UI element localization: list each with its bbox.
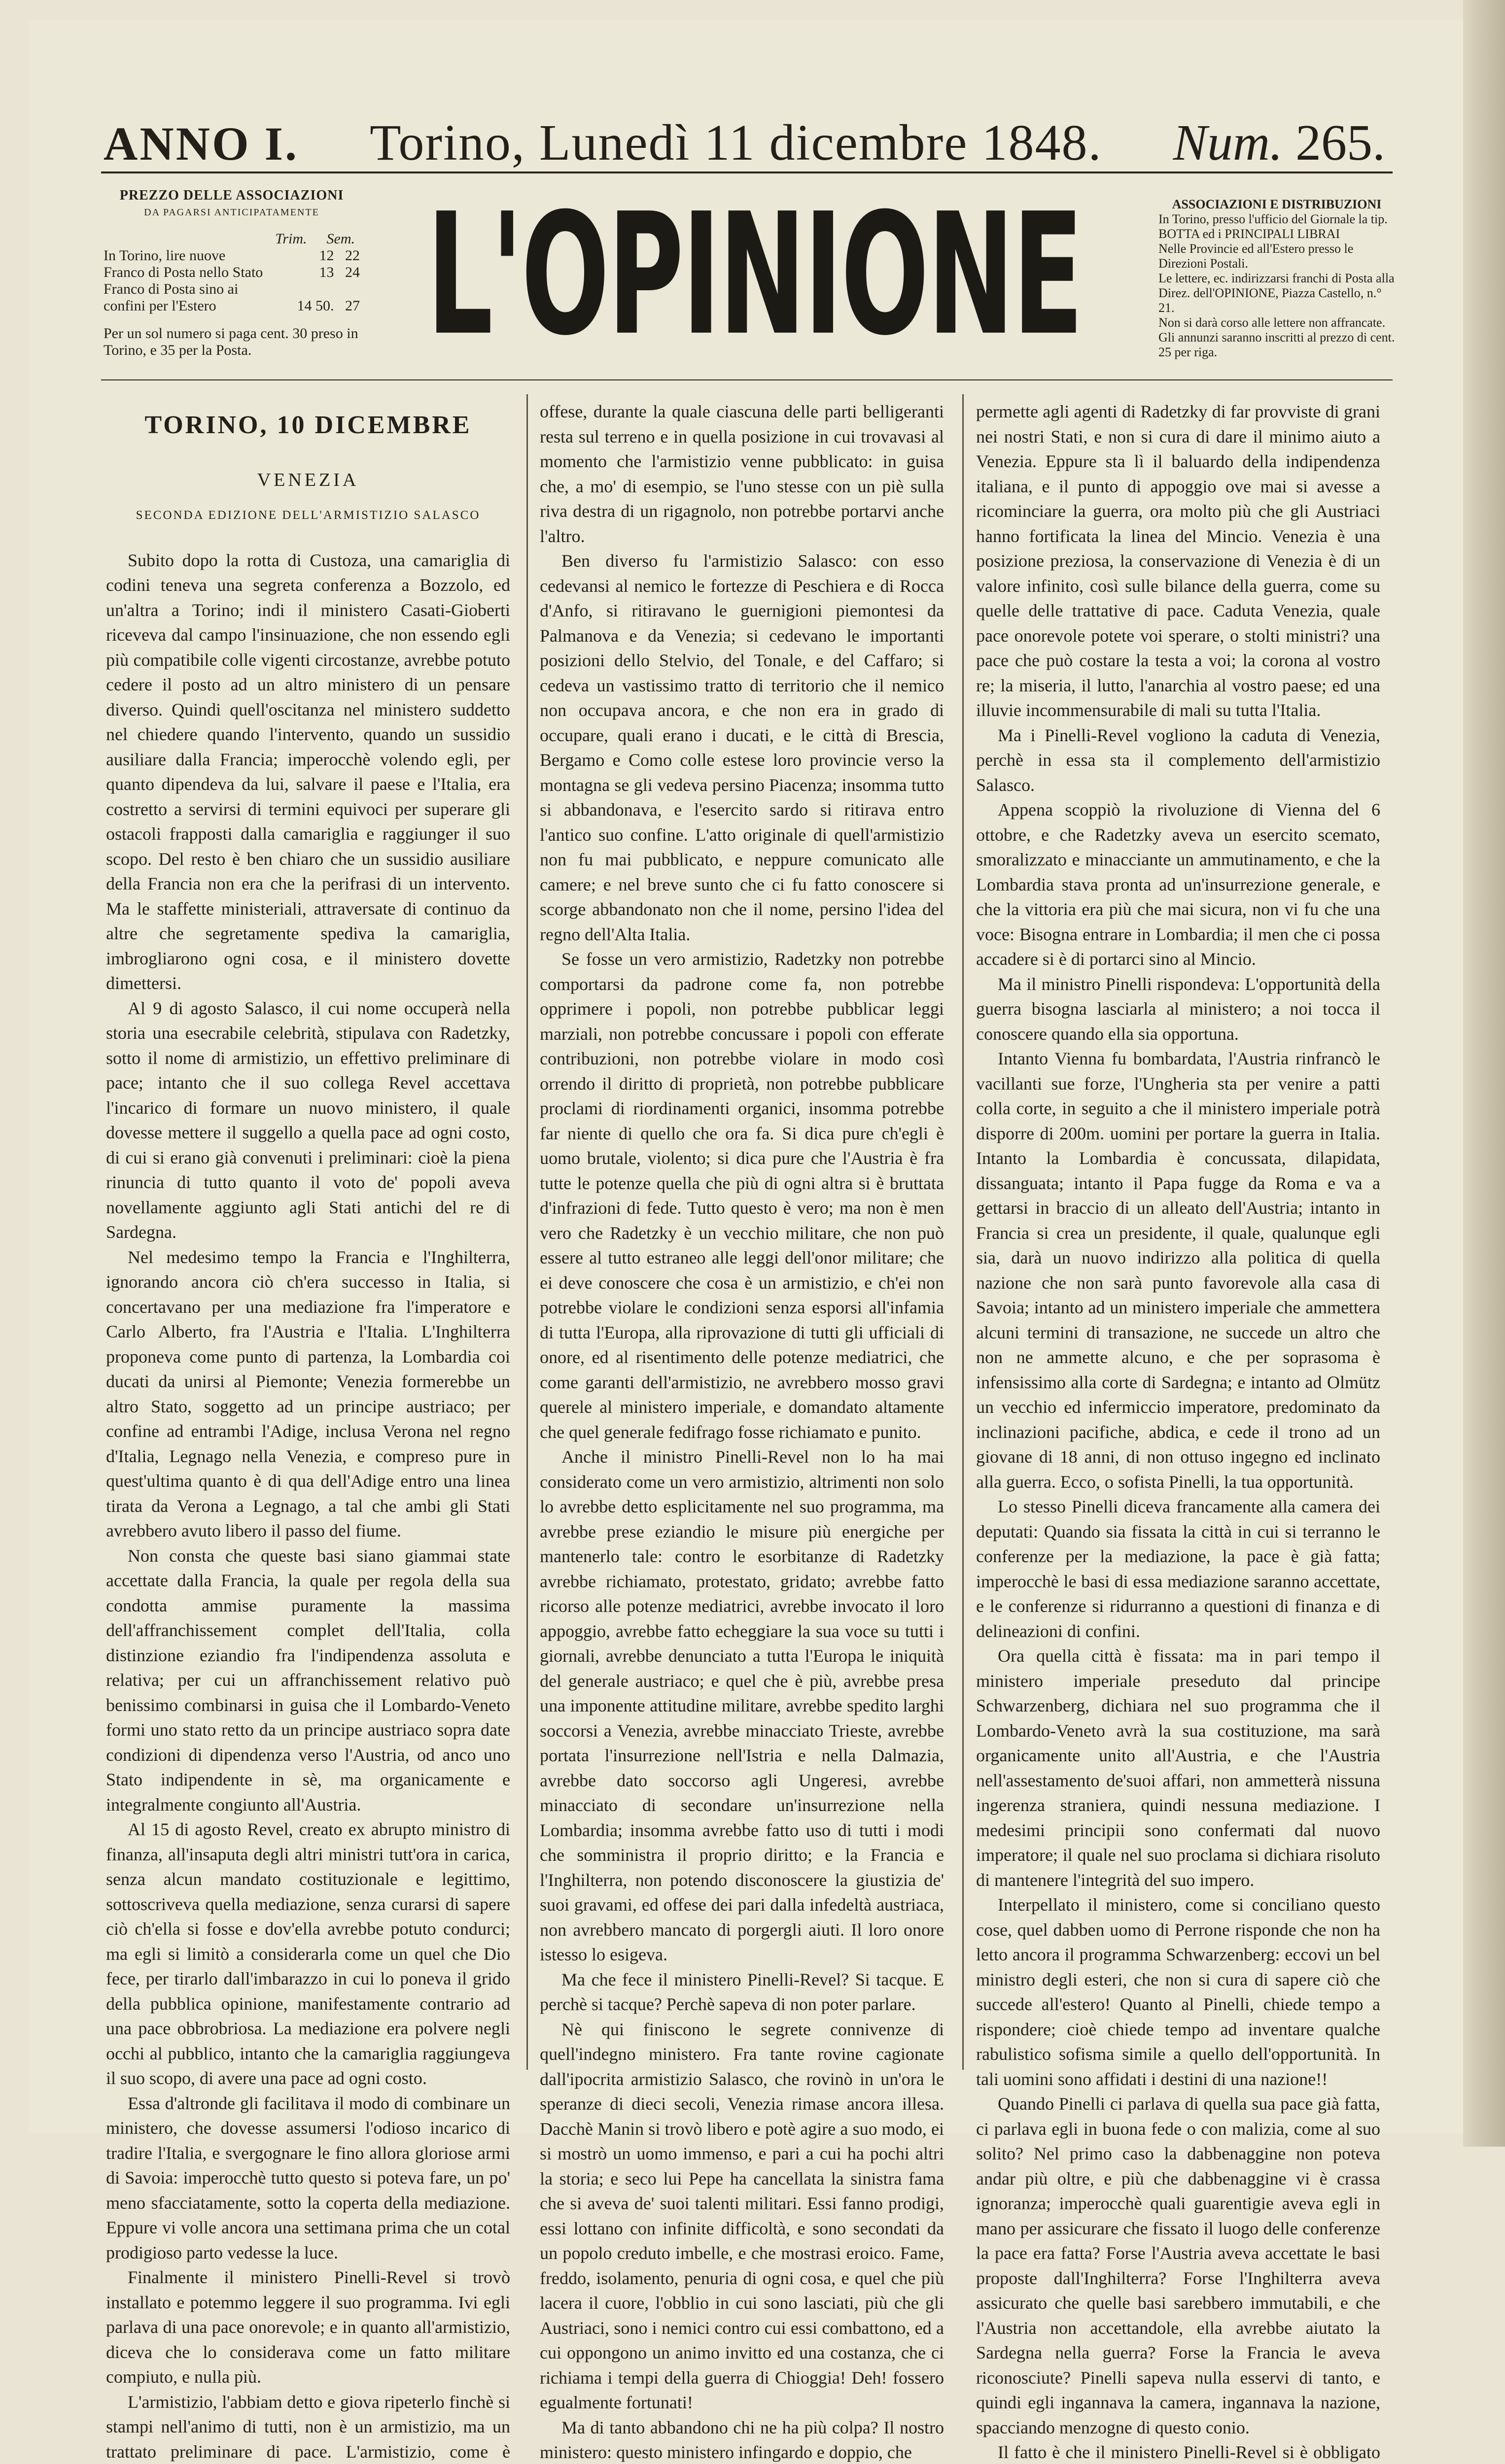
distribution-heading: ASSOCIAZIONI E DISTRIBUZIONI: [1158, 197, 1395, 212]
article-column-1: [106, 399, 510, 2075]
paragraph: Ma che fece il ministero Pinelli-Revel? Si tacque. E perchè si tacque? Perchè sapeva di non poter parlare.: [540, 1967, 944, 2017]
header-bottom-rule: [101, 379, 1393, 380]
col-sem: Sem.: [327, 231, 355, 247]
paragraph: Essa d'altronde gli facilitava il modo di combinare un ministero, che dovesse assumersi l'odioso incarico di tradire l'Italia, e svergognare le fino allora gloriose armi di Savoia: imperocchè tutto questo si poteva fare, un po' meno sfacciatamente, sotto la coperta della mediazione. Eppure vi volle ancora una settimana prima che un cotal prodigioso parto vedesse la luce.: [106, 2091, 510, 2265]
paragraph: L'armistizio, l'abbiam detto e giova ripeterlo finchè si stampi nell'animo di tutti, non è un armistizio, ma un trattato preliminare di pace. L'armistizio, come è: [106, 2390, 510, 2464]
subscription-prices: [104, 187, 360, 359]
paragraph: Anche il ministro Pinelli-Revel non lo ha mai considerato come un vero armistizio, altrimenti non solo lo avrebbe detto esplicitamente nel suo programma, ma avrebbe prese eziandio le misure più energiche per mantenerlo tale: contro le esorbitanze di Radetzky avrebbe richiamato, protestato, gridato; avrebbe fatto ricorso alle potenze mediatrici, avrebbe invocato il loro appoggio, avrebbe fatto echeggiare la sua voce su tutti i giornali, avrebbe denunciato a tutta l'Europa le iniquità del generale austriaco; e quel che è più, avrebbe presa una imponente attitudine militare, avrebbe spedito larghi soccorsi a Venezia, avrebbe minacciato Trieste, avrebbe portata l'insurrezione nell'Istria e nella Dalmazia, avrebbe dato soccorso agli Ungeresi, avrebbe minacciato di secondare un'insurrezione nella Lombardia; insomma avrebbe fatto uso di tutti i modi che somministra il proprio diritto; e la Francia e l'Inghilterra, non potendo disconoscere la giustizia de' suoi gravami, ed offese dei pari dalla infedeltà austriaca, non avrebbero mancato di porgergli aiuti. Il loro onore istesso lo esigeva.: [540, 1444, 944, 1967]
section-title: TORINO, 10 DICEMBRE: [106, 413, 510, 438]
article-subtitle: VENEZIA: [106, 468, 510, 493]
paragraph: Ora quella città è fissata: ma in pari tempo il ministero imperiale preseduto dal principe Schwarzenberg, dichiara nel suo programma che il Lombardo-Veneto avrà la sua costituzione, ma sarà organicamente unito all'Austria, e che l'Austria nell'assestamento de'suoi affari, non ammetterà nissuna ingerenza straniera, quindi nessuna mediazione. I medesimi principii sono confermati dal nuovo imperatore; il quale nel suo proclama si dichiara risoluto di mantenere l'integrità del suo impero.: [976, 1643, 1380, 1892]
price-trim: 14 50.: [297, 298, 334, 314]
article-column-2: [540, 399, 944, 2075]
price-row: [104, 247, 360, 264]
distribution-line: Nelle Provincie ed all'Estero presso le Direzioni Postali.: [1158, 241, 1395, 271]
dateline: Torino, Lunedì 11 dicembre 1848.: [370, 113, 1102, 172]
distribution-line: In Torino, presso l'ufficio del Giornale la tip. BOTTA ed i PRINCIPALI LIBRAI: [1158, 212, 1395, 241]
column-divider: [526, 394, 528, 2070]
paragraph: Il fatto è che il ministero Pinelli-Revel si è obbligato: [976, 2440, 1380, 2464]
col-trim: Trim.: [275, 231, 307, 247]
price-sem: 24: [345, 264, 360, 280]
prices-heading: PREZZO DELLE ASSOCIAZIONI: [104, 187, 360, 204]
price-trim: 13: [319, 264, 334, 280]
paragraph: Nè qui finiscono le segrete connivenze di quell'indegno ministero. Fra tante rovine cagionate dall'ipocrita armistizio Salasco, che rovinò in un'ora le speranze di dieci secoli, Venezia rimase ancora illesa. Dacchè Manin si trovò libero e potè agire a suo modo, ei si mostrò un uomo immenso, e pari a cui ha pochi altri la storia; e seco lui Pepe ha cancellata la sinistra fama che si aveva de' suoi talenti militari. Essi fanno prodigi, essi lottano con infinite difficoltà, e sono secondati da un popolo creduto imbelle, e che mostrasi eroico. Fame, freddo, isolamento, penuria di ogni cosa, e quel che più lacera il cuore, l'obblio in cui sono lasciati, più che gli Austriaci, sono i nemici contro cui essi combattono, ed a cui oppongono un animo invitto ed una costanza, che ci richiama i tempi della guerra di Chioggia! Deh! fossero egualmente fortunati!: [540, 2017, 944, 2415]
masthead: [104, 113, 1385, 172]
price-label: In Torino, lire nuove: [104, 247, 225, 264]
paragraph: Subito dopo la rotta di Custoza, una camariglia di codini teneva una segreta conferenza a Bozzolo, ed un'altra a Torino; indi il ministero Casati-Gioberti riceveva dal campo l'insinuazione, che non essendo egli più compatibile colle vigenti circostanze, avrebbe potuto cedere il posto ad un altro ministero di un pensare diverso. Quindi quell'oscitanza nel ministero suddetto nel chiedere quando l'intervento, quando un sussidio ausiliare dalla Francia; imperocchè volendo egli, per quanto dipendeva da lui, salvare il paese e l'Italia, era costretto a servirsi di termini equivoci per superare gli ostacoli frapposti dalla camariglia e raggiunger il suo scopo. Del resto è ben chiaro che un sussidio ausiliare della Francia non era che la perifrasi di un intervento. Ma le staffette ministeriali, attraversate di continuo da altre che segretamente spediva la camariglia, imbrogliarono ogni cosa, e il ministero dovette dimettersi.: [106, 548, 510, 996]
paragraph: Ben diverso fu l'armistizio Salasco: con esso cedevansi al nemico le fortezze di Peschiera e di Rocca d'Anfo, si ritiravano le guernigioni piemontesi da Palmanova e da Venezia; si cedevano le importanti posizioni dello Stelvio, del Tonale, e del Caffaro; si cedeva un vastissimo tratto di territorio che il nemico non occupava ancora, e che non era in grado di occupare, quali erano i ducati, e le città di Brescia, Bergamo e Como colle estese loro provincie verso la montagna se gli vedeva persino Piacenza; insomma tutto si abbandonava, e l'esercito sardo si ritirava entro l'antico suo confine. L'atto originale di quell'armistizio non fu mai pubblicato, e neppure comunicato alle camere; e nel breve sunto che ci fu fatto conoscere si scorge abbandonato non che il nome, persino l'idea del regno dell'Alta Italia.: [540, 548, 944, 947]
distribution-line: Le lettere, ec. indirizzarsi franchi di Posta alla Direz. dell'OPINIONE, Piazza Castello, n.° 21.: [1158, 271, 1395, 315]
paragraph: Ma il ministro Pinelli rispondeva: L'opportunità della guerra bisogna lasciarla al ministero; a noi tocca il conoscere quando ella sia opportuna.: [976, 972, 1380, 1047]
paragraph: Nel medesimo tempo la Francia e l'Inghilterra, ignorando ancora ciò ch'era successo in Italia, si concertavano per una mediazione fra l'imperatore e Carlo Alberto, fra l'Austria e l'Italia. L'Inghilterra proponeva come punto di partenza, la Lombardia coi ducati da unirsi al Piemonte; Venezia formerebbe un altro Stato, soggetto ad un principe austriaco; per confine ad entrambi l'Adige, inclusa Verona nel regno d'Italia, Legnago nella Venezia, e compreso pure in quest'ultima quanto è di qua dell'Adige entro una linea tirata da Verona a Legnago, a tal che ambi gli Stati avrebbero avuto libero il passo del fiume.: [106, 1245, 510, 1543]
paragraph: Intanto Vienna fu bombardata, l'Austria rinfrancò le vacillanti sue forze, l'Ungheria sta per venire a patti colla corte, in seguito a che il ministero imperiale potrà disporre di 200m. uomini per portare la guerra in Italia. Intanto la Lombardia è concussata, dilapidata, dissanguata; intanto il Papa fugge da Roma e va a gettarsi in braccio di un alleato dell'Austria; intanto in Francia si crea un presidente, il quale, qualunque egli sia, darà un nuovo indirizzo alla politica di quella nazione che non sarà punto favorevole alla casa di Savoia; intanto ad un ministero imperiale che ammettera alcuni termini di transazione, ne succede un altro che non ne ammette alcuno, e che per soprasoma è infensissimo alla corte di Sardegna; e intanto ad Olmütz un vecchio ed infermiccio imperatore, predominato da inclinazioni pacifiche, abdica, e cede il trono ad un giovane di 18 anni, di non ottuso ingegno ed inclinato alla guerra. Ecco, o sofista Pinelli, la tua opportunità.: [976, 1046, 1380, 1494]
column-divider: [962, 394, 964, 2070]
paragraph: permette agli agenti di Radetzky di far provviste di grani nei nostri Stati, e non si cura di dare il minimo aiuto a Venezia. Eppure sta lì il baluardo della indipendenza italiana, e il punto di appoggio ove mai si avesse a ricominciare la guerra, ora molto più che gli Austriaci hanno fortificata la linea del Mincio. Venezia è una posizione preziosa, la conservazione di Venezia è di un valore infinito, così sulle bilance della guerra, come su quelle delle trattative di pace. Caduta Venezia, quale pace onorevole potete voi sperare, o stolti ministri? una pace che può costare la testa a voi; la corona al vostro re; la miseria, il lutto, l'anarchia al vostro paese; ed una illuvie incommensurabile di mali su tutta l'Italia.: [976, 399, 1380, 723]
masthead-rule: [101, 171, 1393, 173]
price-sem: 22: [345, 247, 360, 264]
paragraph: Non consta che queste basi siano giammai state accettate dalla Francia, la quale per regola della sua condotta ammise puramente la massima dell'affranchissement complet dell'Italia, colla distinzione eziandio fra l'indipendenza assoluta e relativa; per cui un affranchissement relativo può benissimo combinarsi in guisa che il Lombardo-Veneto formi uno stato retto da un principe austriaco sopra date condizioni di dipendenza verso l'Austria, od anco uno Stato indipendente in sè, ma organicamente e integralmente congiunto all'Austria.: [106, 1543, 510, 1817]
paragraph: Appena scoppiò la rivoluzione di Vienna del 6 ottobre, e che Radetzky aveva un esercito scemato, smoralizzato e minacciante un ammutinamento, e che la Lombardia stava pronta ad un'insurrezione generale, e che la vittoria era più che mai sicura, non vi fu che una voce: Bisogna entrare in Lombardia; il men che ci possa accadere si è di portarci sino al Mincio.: [976, 797, 1380, 972]
price-label: Franco di Posta sino ai confini per l'Estero: [104, 281, 251, 314]
price-sem: 27: [345, 298, 360, 314]
paragraph: Quando Pinelli ci parlava di quella sua pace già fatta, ci parlava egli in buona fede o con malizia, come al suo solito? Nel primo caso la dabbenaggine non poteva andar più oltre, e più che dabbenaggine vi è crassa ignoranza; imperocchè quali guarentigie aveva egli in mano per assicurare che fissato il luogo delle conferenze la pace era fatta? Forse l'Austria aveva accettate le basi proposte dall'Inghilterra? Forse l'Inghilterra aveva assicurato che quelle basi sarebbero immutabili, e che l'Austria non accettandole, ella avrebbe aiutato la Sardegna nella guerra? Forse la Francia le aveva riconosciute? Pinelli sapeva nulla esservi di tanto, e quindi egli ingannava la camera, ingannava la nazione, spacciando menzogne di questo conio.: [976, 2091, 1380, 2440]
paragraph: Finalmente il ministero Pinelli-Revel si trovò installato e potemmo leggere il suo programma. Ivi egli parlava di una pace onorevole; e in quanto all'armistizio, diceva che lo considerava come un fatto militare compiuto, e nulla più.: [106, 2265, 510, 2390]
distribution-line: Gli annunzi saranno inscritti al prezzo di cent. 25 per riga.: [1158, 330, 1395, 360]
paragraph: Al 15 di agosto Revel, creato ex abrupto ministro di finanza, all'insaputa degli altri ministri tutt'ora in carica, senza alcun mandato costituzionale e legittimo, sottoscriveva quella mediazione, senza curarsi di sapere ciò ch'ella si fosse e dov'ella avrebbe potuto condurci; ma egli si limitò a considerarla come un quel che Dio fece, per tirarlo dall'imbarazzo in cui lo poneva il grido della pubblica opinione, manifestamente contrario ad una pace obbrobriosa. La mediazione era polvere negli occhi al pubblico, intanto che la camariglia raggiungeva il suo scopo, di avere una pace ad ogni costo.: [106, 1817, 510, 2091]
paragraph: Lo stesso Pinelli diceva francamente alla camera dei deputati: Quando sia fissata la città in cui si terranno le conferenze per la mediazione, la pace è già fatta; imperocchè le basi di essa mediazione saranno accettate, e le conferenze si ridurranno a questioni di finanza e di delineazioni di confini.: [976, 1494, 1380, 1643]
article-subsubtitle: SECONDA EDIZIONE DELL'ARMISTIZIO SALASCO: [106, 503, 510, 528]
paragraph: Interpellato il ministero, come si conciliano questo cose, quel dabben uomo di Perrone risponde che non ha letto ancora il programma Schwarzenberg: eccovi un bel ministro degli esteri, che non si cura di sapere ciò che succede all'estero! Quanto al Pinelli, chiede tempo a rispondere; cioè chiede tempo ad inventare qualche rabulistico sofisma simile a quello dell'opportunità. In tali uomini sono affidati i destini di una nazione!!: [976, 1892, 1380, 2091]
paragraph: Se fosse un vero armistizio, Radetzky non potrebbe comportarsi da padrone come fa, non potrebbe opprimere i popoli, non potrebbe pubblicar leggi marziali, non potrebbe concussare i popoli con efferate contribuzioni, non potrebbe violare in modo così orrendo il diritto di proprietà, non potrebbe pubblicare proclami di riordinamenti organici, insomma potrebbe far niente di quello che ora fa. Si dica pure ch'egli è uomo brutale, violento; si dica pure che l'Austria è fra tutte le potenze quella che più di ogni altra si è bruttata d'infrazioni di fede. Tutto questo è vero; ma non è men vero che Radetzky è un vecchio militare, che non può essere al tutto estraneo alle leggi dell'onor militare; che ei deve conoscere che cosa è un armistizio, e ch'ei non potrebbe violare le condizioni senza esporsi all'infamia di tutta l'Europa, alla riprovazione di tutti gli ufficiali di onore, ed al risentimento delle potenze mediatrici, che come garanti dell'armistizio, ne avrebbero mosso gravi querele al ministero imperiale, e domandato altamente che quel generale fedifrago fosse richiamato e punito.: [540, 947, 944, 1444]
price-trim: 12: [319, 247, 334, 264]
prices-subheading: DA PAGARSI ANTICIPATAMENTE: [104, 204, 360, 221]
paragraph: Ma di tanto abbandono chi ne ha più colpa? Il nostro ministero: questo ministero infingardo e doppio, che: [540, 2415, 944, 2464]
price-row: [104, 281, 360, 314]
distribution-info: [1158, 197, 1395, 360]
paragraph: Ma i Pinelli-Revel vogliono la caduta di Venezia, perchè in essa sta il complemento dell'armistizio Salasco.: [976, 723, 1380, 798]
newspaper-title: L'OPINIONE: [513, 181, 996, 369]
price-row: [104, 264, 360, 281]
distribution-line: Non si darà corso alle lettere non affrancate.: [1158, 315, 1395, 330]
issue-number: [1173, 113, 1385, 172]
paragraph: Al 9 di agosto Salasco, il cui nome occuperà nella storia una esecrabile celebrità, stipulava con Radetzky, sotto il nome di armistizio, un effettivo preliminare di pace; intanto che il suo collega Revel accettava l'incarico di formare un nuovo ministero, il quale dovesse mettere il suggello a quella pace ad ogni costo, di cui si erano già convenuti i preliminari: cioè la piena rinuncia di tutto quanto il voto de' popoli aveva novellamente aggiunto agli Stati antichi del re di Sardegna.: [106, 996, 510, 1245]
issue-number-value: 265.: [1295, 114, 1385, 171]
single-copy-note: Per un sol numero si paga cent. 30 preso in Torino, e 35 per la Posta.: [104, 325, 360, 359]
paragraph: offese, durante la quale ciascuna delle parti belligeranti resta sul terreno e in quella posizione in cui trovavasi al momento che l'armistizio venne pubblicato: in guisa che, a mo' di esempio, se l'uno stesse con un piè sulla riva destra di un rigagnolo, non potrebbe portarvi anche l'altro.: [540, 399, 944, 548]
page-edge: [1463, 0, 1505, 2147]
issue-year: ANNO I.: [104, 116, 299, 171]
article-column-3: [976, 399, 1380, 2075]
price-label: Franco di Posta nello Stato: [104, 264, 263, 281]
issue-number-label: Num.: [1173, 114, 1283, 171]
prices-column-headers: [104, 231, 360, 247]
